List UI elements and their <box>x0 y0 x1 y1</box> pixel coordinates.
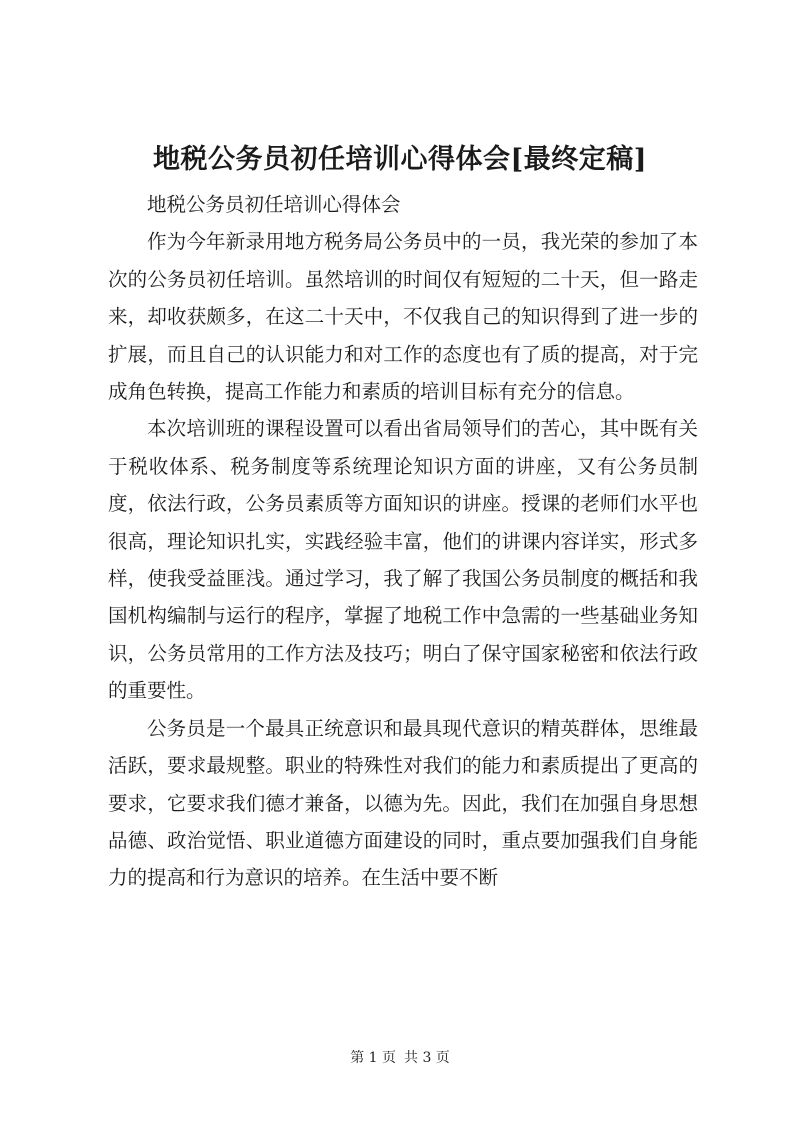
document-body <box>108 186 698 897</box>
body-paragraph: 作为今年新录用地方税务局公务员中的一员，我光荣的参加了本次的公务员初任培训。虽然培训的时间仅有短短的二十天，但一路走来，却收获颇多，在这二十天中，不仅我自己的知识得到了进一步的扩展，而且自己的认识能力和对工作的态度也有了质的提高，对于完成角色转换，提高工作能力和素质的培训目标有充分的信息。 <box>108 230 698 404</box>
body-paragraph: 公务员是一个最具正统意识和最具现代意识的精英群体，思维最活跃，要求最规整。职业的特殊性对我们的能力和素质提出了更高的要求，它要求我们德才兼备，以德为先。因此，我们在加强自身思想品德、政治觉悟、职业道德方面建设的同时，重点要加强我们自身能力的提高和行为意识的培养。在生活中要不断 <box>108 716 698 890</box>
page-total: 共 3 页 <box>404 1050 450 1066</box>
body-paragraph: 本次培训班的课程设置可以看出省局领导们的苦心，其中既有关于税收体系、税务制度等系统理论知识方面的讲座，又有公务员制度，依法行政，公务员素质等方面知识的讲座。授课的老师们水平也很高，理论知识扎实，实践经验丰富，他们的讲课内容详实，形式多样，使我受益匪浅。通过学习，我了解了我国公务员制度的概括和我国机构编制与运行的程序，掌握了地税工作中急需的一些基础业务知识，公务员常用的工作方法及技巧；明白了保守国家秘密和依法行政的重要性。 <box>108 417 698 703</box>
document-subtitle: 地税公务员初任培训心得体会 <box>147 193 401 216</box>
page-number: 第 1 页 <box>350 1050 396 1066</box>
page-footer <box>0 1048 800 1068</box>
document-title: 地税公务员初任培训心得体会[最终定稿] <box>152 144 648 175</box>
